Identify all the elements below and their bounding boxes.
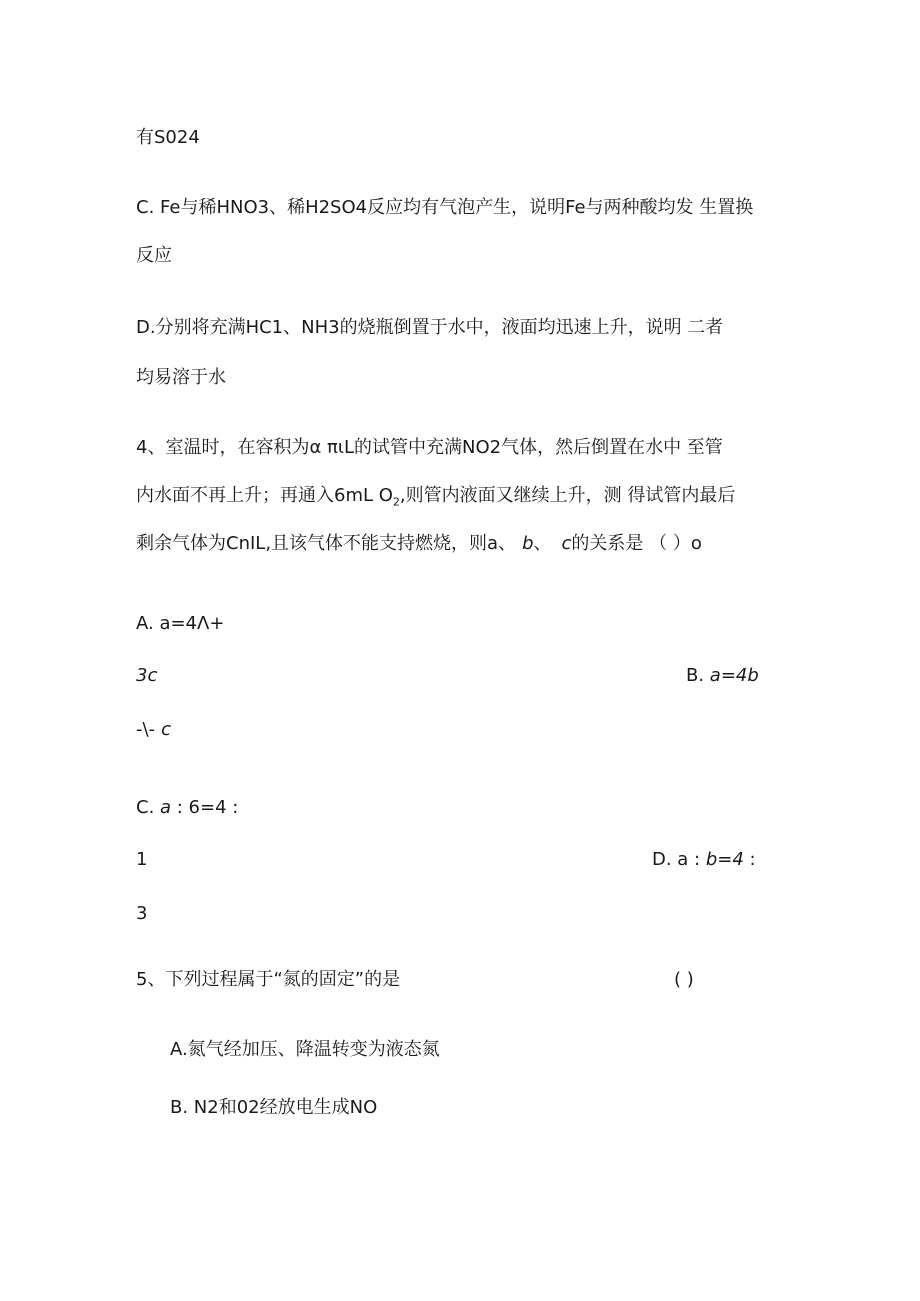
text-span: -\- (136, 719, 156, 740)
option-c-cont: 1 (136, 849, 148, 870)
option-d-cont: 3 (136, 903, 148, 924)
option-a: A. a=4Λ+ (136, 613, 225, 634)
text-span: D. a : (652, 849, 706, 870)
option-c (136, 796, 238, 820)
option-a-cont: 3c (136, 665, 158, 686)
text-line: 反应 (136, 245, 172, 266)
text-span: 内水面不再上升；再通入6mL O (136, 485, 393, 506)
text-span: : (743, 849, 756, 870)
answer-parentheses: ( ) (674, 969, 694, 990)
text-span: 、 (533, 533, 552, 554)
question-4-line: 4、室温时，在容积为α πιL的试管中充满NO2气体，然后倒置在水中 至管 (136, 437, 723, 458)
option-c-line: C. Fe与稀HNO3、稀H2SO4反应均有气泡产生，说明Fe与两种酸均发 生置换 (136, 197, 754, 218)
question-5: 5、下列过程属于“氮的固定”的是 (136, 969, 401, 990)
text-span: C. (136, 797, 161, 818)
text-span: : 6=4 : (171, 797, 239, 818)
text-span: 的关系是 （ ）o (571, 533, 702, 554)
question-5-option-b: B. N2和02经放电生成NO (170, 1097, 378, 1118)
text-line: 有S024 (136, 127, 200, 148)
text-span: a (160, 797, 172, 818)
text-span: b=4 (705, 849, 744, 870)
question-5-option-a: A.氮气经加压、降温转变为液态氮 (170, 1039, 440, 1060)
variable-b: b (522, 533, 534, 554)
text-line: 均易溶于水 (136, 367, 226, 388)
text-span: c (161, 719, 171, 740)
text-line (136, 484, 735, 515)
option-b-cont (136, 718, 171, 742)
option-d (652, 848, 756, 872)
text-span: a=4b (709, 665, 759, 686)
option-b (686, 664, 759, 688)
text-span: ,则管内液面又继续上升，测 得试管内最后 (399, 485, 736, 506)
text-span: 剩余气体为CnIL,且该气体不能支持燃烧，则a、 (136, 533, 517, 554)
text-span: B. (686, 665, 710, 686)
subscript: 2 (392, 495, 400, 509)
option-d-line: D.分别将充满HC1、NH3的烧瓶倒置于水中，液面均迅速上升，说明 二者 (136, 317, 724, 338)
text-line (136, 532, 702, 556)
variable-c: c (561, 533, 572, 554)
